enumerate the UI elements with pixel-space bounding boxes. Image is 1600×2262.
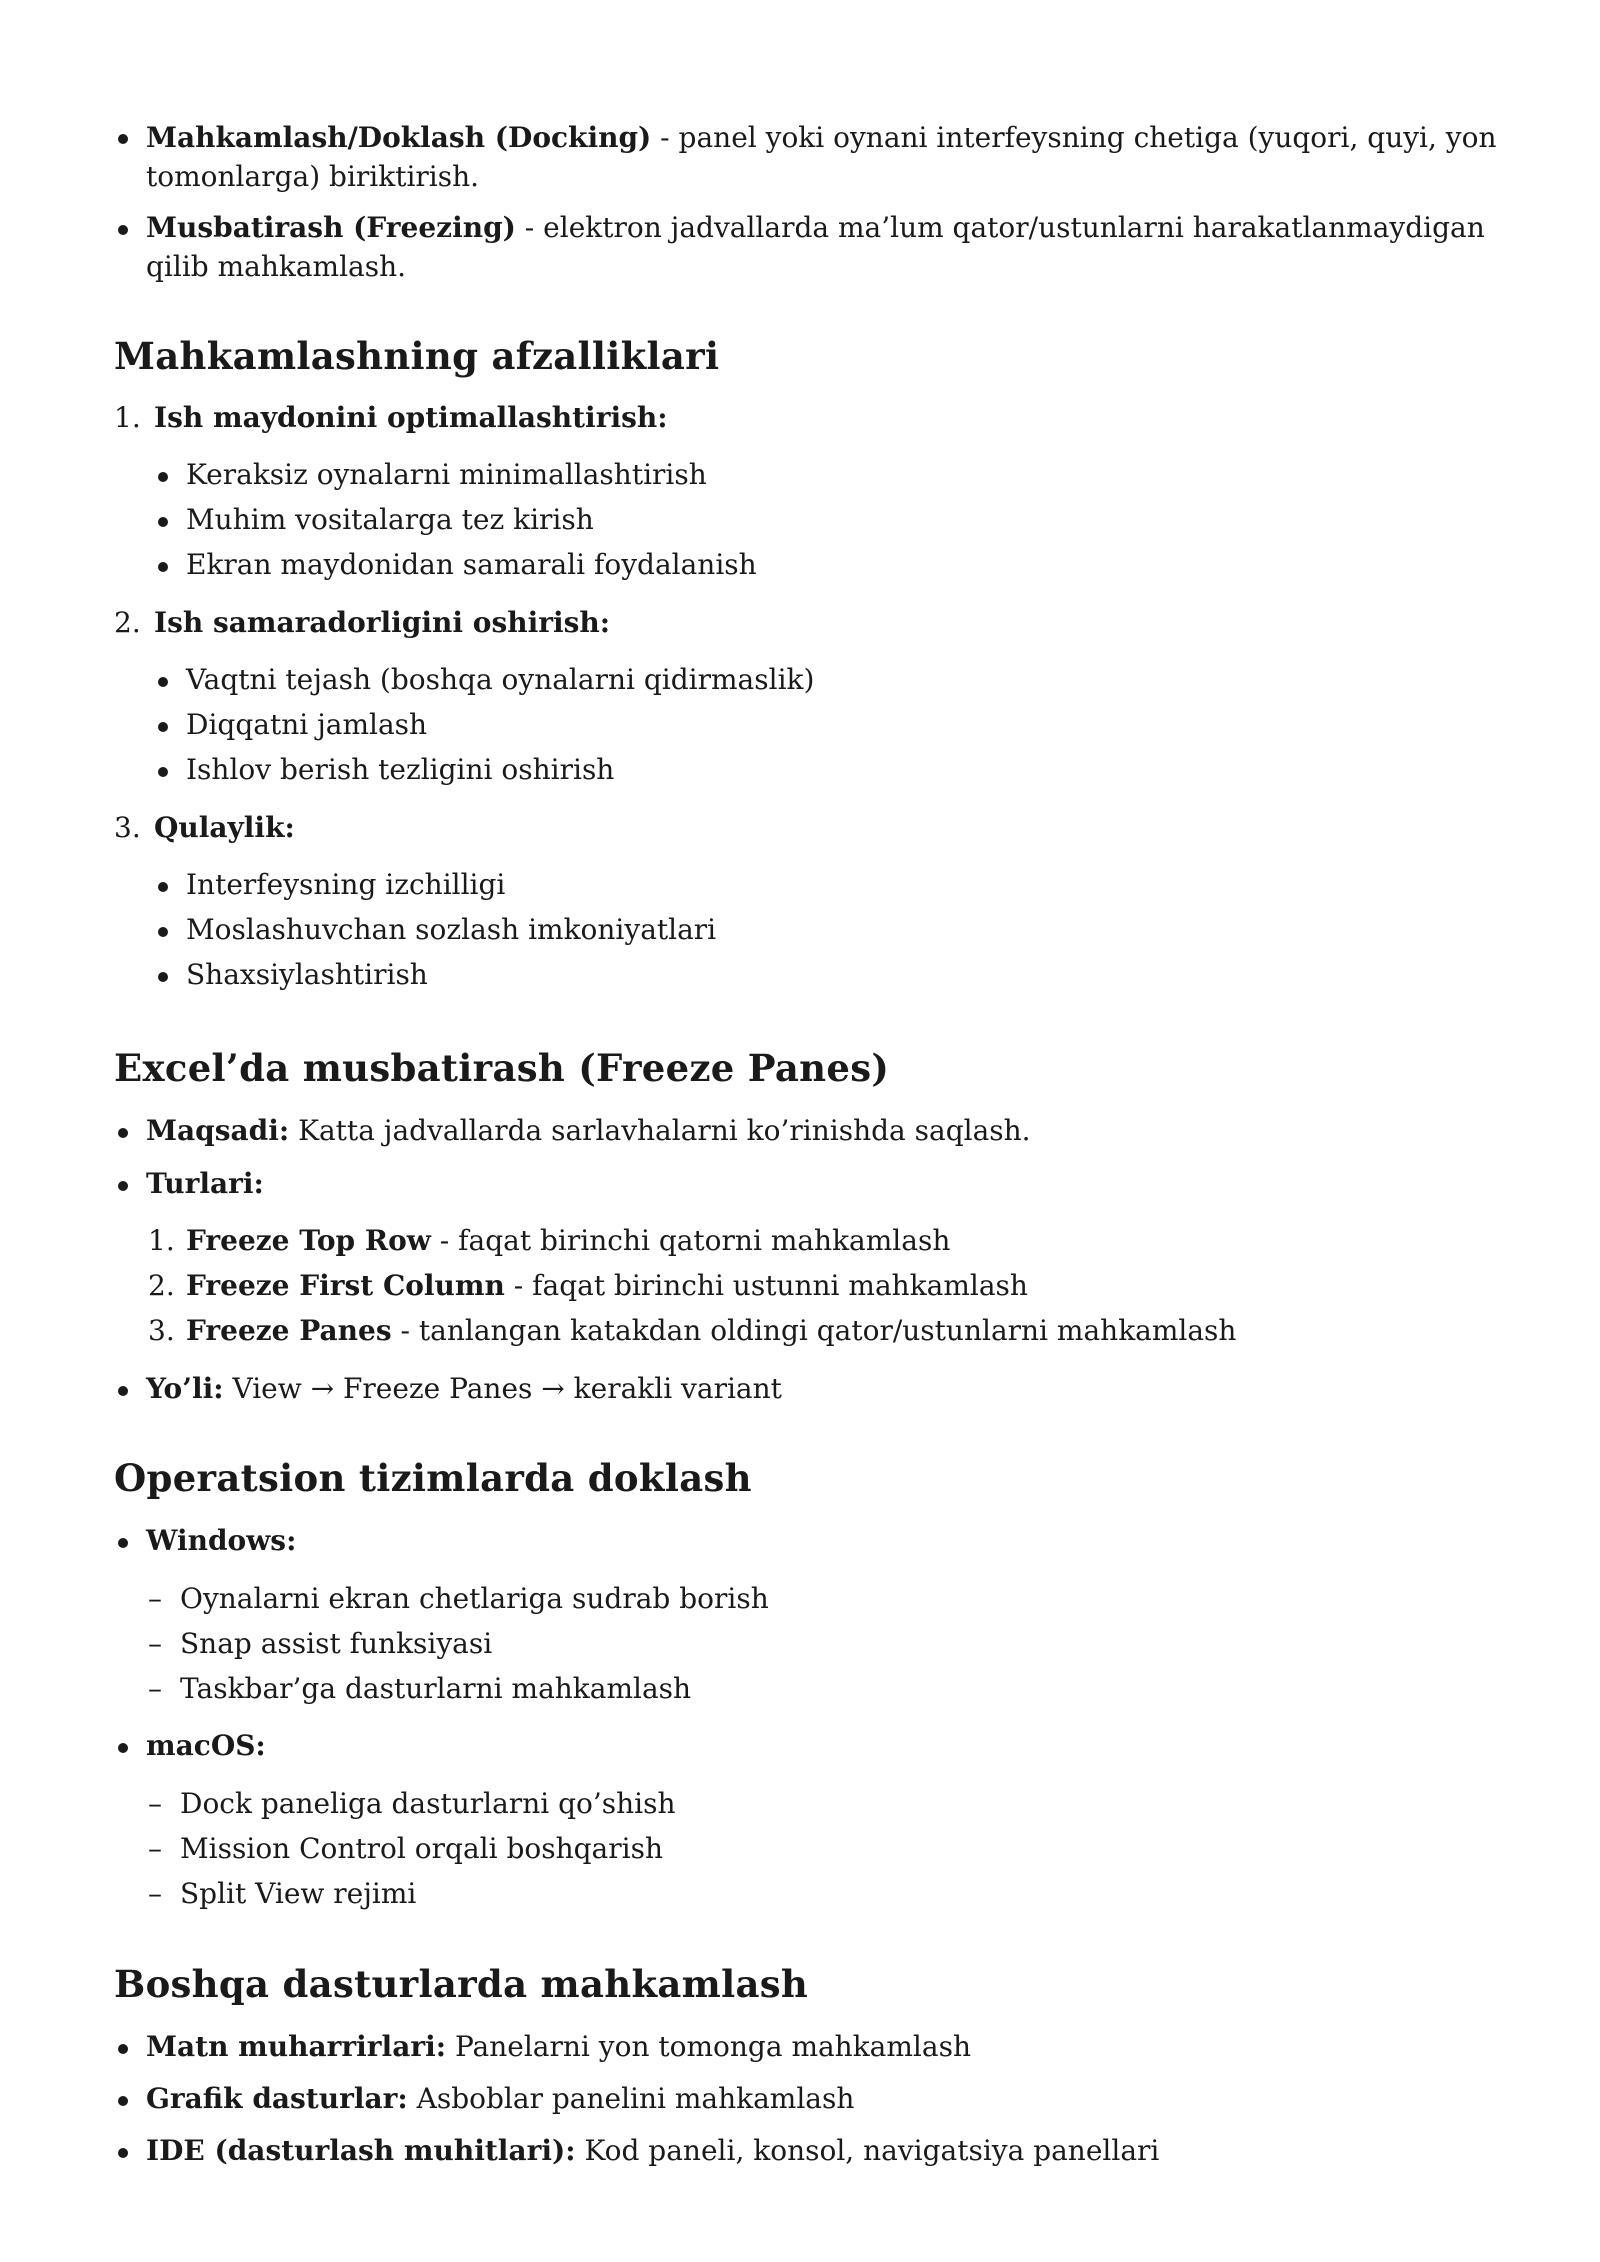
list-item: Interfeysning izchilligi (186, 868, 506, 901)
list-item: Maqsadi: Katta jadvallarda sarlavhalarni ko’rinishda saqlash. (146, 1114, 1031, 1147)
section-heading-os: Operatsion tizimlarda doklash (114, 1456, 752, 1500)
list-number: 3. (148, 1314, 175, 1347)
list-number: 1. (148, 1224, 175, 1257)
list-number: 2. (148, 1269, 175, 1302)
dash-icon: – (148, 1672, 162, 1705)
dash-icon: – (148, 1627, 162, 1660)
bullet-icon (158, 722, 168, 732)
section-heading-afzalliklar: Mahkamlashning afzalliklari (114, 334, 720, 378)
list-item: Mission Control orqali boshqarish (180, 1832, 663, 1865)
list-item: Diqqatni jamlash (186, 708, 428, 741)
bullet-icon (158, 677, 168, 687)
list-item: Windows: (146, 1524, 297, 1557)
list-item: Shaxsiylashtirish (186, 958, 428, 991)
list-item: Dock paneliga dasturlarni qo’shish (180, 1787, 676, 1820)
list-item: Taskbar’ga dasturlarni mahkamlash (180, 1672, 692, 1705)
bullet-icon (158, 882, 168, 892)
list-item: Split View rejimi (180, 1877, 417, 1910)
bullet-icon (118, 1128, 128, 1138)
list-number: 2. (114, 606, 141, 639)
list-item: Keraksiz oynalarni minimallashtirish (186, 458, 707, 491)
list-item: Muhim vositalarga tez kirish (186, 503, 594, 536)
bullet-icon (118, 2044, 128, 2054)
list-item: Yo’li: View → Freeze Panes → kerakli variant (146, 1372, 782, 1405)
group-title: Qulaylik: (154, 811, 295, 844)
list-item-continuation: qilib mahkamlash. (146, 250, 407, 283)
list-item: Grafik dasturlar: Asboblar panelini mahkamlash (146, 2082, 855, 2115)
bullet-icon (118, 1538, 128, 1548)
list-item: Snap assist funksiyasi (180, 1627, 493, 1660)
section-heading-excel: Excel’da musbatirash (Freeze Panes) (114, 1046, 890, 1090)
dash-icon: – (148, 1832, 162, 1865)
bullet-icon (118, 134, 128, 144)
list-item: Mahkamlash/Doklash (Docking) - panel yoki oynani interfeysning chetiga (yuqori, quyi, yon (146, 121, 1497, 154)
bullet-icon (158, 972, 168, 982)
list-item: Ekran maydonidan samarali foydalanish (186, 548, 757, 581)
list-item: Freeze Panes - tanlangan katakdan oldingi qator/ustunlarni mahkamlash (186, 1314, 1237, 1347)
list-item: Matn muharrirlari: Panelarni yon tomonga mahkamlash (146, 2030, 971, 2063)
bullet-icon (158, 562, 168, 572)
bullet-icon (118, 1386, 128, 1396)
term-docking: Mahkamlash/Doklash (Docking) (146, 121, 652, 154)
list-item-continuation: tomonlarga) biriktirish. (146, 160, 480, 193)
bullet-icon (158, 767, 168, 777)
list-item: Freeze Top Row - faqat birinchi qatorni mahkamlash (186, 1224, 951, 1257)
list-item: IDE (dasturlash muhitlari): Kod paneli, konsol, navigatsiya panellari (146, 2134, 1160, 2167)
section-heading-boshqa: Boshqa dasturlarda mahkamlash (114, 1962, 809, 2006)
bullet-icon (118, 2096, 128, 2106)
list-item: Moslashuvchan sozlash imkoniyatlari (186, 913, 717, 946)
list-item: Freeze First Column - faqat birinchi ustunni mahkamlash (186, 1269, 1028, 1302)
dash-icon: – (148, 1582, 162, 1615)
bullet-icon (158, 927, 168, 937)
group-title: Ish maydonini optimallashtirish: (154, 401, 668, 434)
bullet-icon (118, 225, 128, 235)
group-title: Ish samaradorligini oshirish: (154, 606, 611, 639)
bullet-icon (158, 517, 168, 527)
list-item: Ishlov berish tezligini oshirish (186, 753, 615, 786)
bullet-icon (118, 2148, 128, 2158)
list-number: 1. (114, 401, 141, 434)
list-item: Turlari: (146, 1167, 264, 1200)
dash-icon: – (148, 1787, 162, 1820)
bullet-icon (118, 1743, 128, 1753)
list-item: Oynalarni ekran chetlariga sudrab borish (180, 1582, 769, 1615)
bullet-icon (158, 472, 168, 482)
list-item: macOS: (146, 1729, 266, 1762)
bullet-icon (118, 1181, 128, 1191)
list-item: Musbatirash (Freezing) - elektron jadvallarda ma’lum qator/ustunlarni harakatlanmaydigan (146, 211, 1485, 244)
list-item: Vaqtni tejash (boshqa oynalarni qidirmaslik) (186, 663, 815, 696)
dash-icon: – (148, 1877, 162, 1910)
term-freezing: Musbatirash (Freezing) (146, 211, 516, 244)
list-number: 3. (114, 811, 141, 844)
